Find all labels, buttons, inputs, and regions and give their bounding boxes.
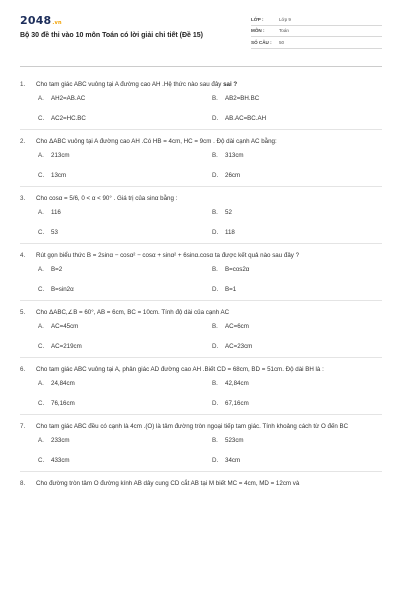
option-c[interactable]: [38, 286, 212, 294]
question-number: 2.: [20, 138, 26, 145]
option-a[interactable]: [38, 380, 212, 388]
option-value: B=1: [225, 286, 237, 293]
option-value: AC=6cm: [225, 323, 249, 330]
option-letter: C.: [38, 229, 45, 236]
option-letter: C.: [38, 115, 45, 122]
option-letter: B.: [212, 152, 218, 159]
option-value: 213cm: [51, 152, 70, 159]
option-letter: A.: [38, 380, 44, 387]
answer-options: [20, 380, 382, 408]
option-value: 42,84cm: [225, 380, 249, 387]
option-value: 52: [225, 209, 232, 216]
option-value: 26cm: [225, 172, 241, 179]
question-6: [20, 365, 382, 415]
option-letter: D.: [212, 400, 219, 407]
option-letter: A.: [38, 209, 44, 216]
option-letter: C.: [38, 286, 45, 293]
question-text: Cho tam giác ABC vuông tại A, phân giác AD đường cao AH .Biết CD = 68cm, BD = 51cm. Độ dài BH là :: [36, 366, 324, 373]
question-text-main: Cho tam giác ABC vuông tại A đường cao AH .Hệ thức nào sau đây: [36, 81, 222, 88]
option-letter: D.: [212, 229, 219, 236]
option-c[interactable]: [38, 172, 212, 180]
meta-key: MÔN :: [251, 28, 265, 34]
question-text: Cho tam giác ABC đều có cạnh là 4cm .(O) là tâm đường tròn ngoại tiếp tam giác. Tính khoảng cách từ O đến BC: [36, 423, 349, 430]
question-8: [20, 479, 382, 495]
question-stem: [20, 251, 382, 261]
logo-suffix: .vn: [52, 20, 62, 26]
option-letter: D.: [212, 115, 219, 122]
option-d[interactable]: [212, 343, 400, 351]
question-stem: [20, 422, 382, 432]
question-number: 6.: [20, 366, 26, 373]
answer-options: [20, 95, 382, 123]
question-stem: [20, 137, 382, 147]
option-a[interactable]: [38, 323, 212, 331]
question-stem: [20, 194, 382, 204]
option-value: AB.AC=BC.AH: [225, 115, 267, 122]
meta-key: SỐ CÂU :: [251, 39, 272, 45]
option-d[interactable]: [212, 115, 400, 123]
question-2: [20, 137, 382, 187]
option-a[interactable]: [38, 152, 212, 160]
option-value: AH2=AB.AC: [51, 95, 86, 102]
meta-row-count: [251, 37, 382, 49]
option-value: B=cos2α: [225, 266, 250, 273]
question-4: [20, 251, 382, 301]
option-d[interactable]: [212, 229, 400, 237]
option-letter: A.: [38, 323, 44, 330]
option-letter: A.: [38, 152, 44, 159]
option-value: AC2=HC.BC: [51, 115, 86, 122]
option-letter: D.: [212, 172, 219, 179]
option-d[interactable]: [212, 286, 400, 294]
option-value: 233cm: [51, 437, 70, 444]
option-value: 13cm: [51, 172, 67, 179]
option-value: 523cm: [225, 437, 244, 444]
option-value: 34cm: [225, 457, 241, 464]
question-number: 4.: [20, 252, 26, 259]
question-1: [20, 80, 382, 130]
meta-key: LỚP :: [251, 16, 264, 22]
option-a[interactable]: [38, 209, 212, 217]
meta-value: 50: [279, 39, 285, 45]
question-3: [20, 194, 382, 244]
question-text: [36, 80, 382, 90]
option-b[interactable]: [212, 152, 400, 160]
document-meta: [251, 14, 382, 49]
answer-options: [20, 209, 382, 237]
option-value: 118: [225, 229, 235, 236]
option-value: 67,16cm: [225, 400, 249, 407]
option-letter: C.: [38, 343, 45, 350]
header-divider: [20, 66, 382, 67]
option-value: 24,84cm: [51, 380, 75, 387]
option-letter: B.: [212, 380, 218, 387]
option-letter: A.: [38, 95, 44, 102]
question-number: 5.: [20, 309, 26, 316]
option-c[interactable]: [38, 229, 212, 237]
option-b[interactable]: [212, 95, 400, 103]
option-a[interactable]: [38, 95, 212, 103]
option-letter: C.: [38, 400, 45, 407]
option-letter: B.: [212, 323, 218, 330]
option-letter: D.: [212, 286, 219, 293]
option-d[interactable]: [212, 400, 400, 408]
question-5: [20, 308, 382, 358]
option-letter: A.: [38, 437, 44, 444]
option-value: AC=23cm: [225, 343, 253, 350]
option-c[interactable]: [38, 115, 212, 123]
option-a[interactable]: [38, 437, 212, 445]
answer-options: [20, 437, 382, 465]
option-b[interactable]: [212, 209, 400, 217]
option-letter: B.: [212, 209, 218, 216]
option-value: 76,16cm: [51, 400, 75, 407]
meta-row-subject: [251, 26, 382, 38]
option-letter: B.: [212, 95, 218, 102]
option-d[interactable]: [212, 172, 400, 180]
answer-options: [20, 266, 382, 294]
option-letter: C.: [38, 457, 45, 464]
option-value: AB2=BH.BC: [225, 95, 260, 102]
logo-main: 2048: [20, 14, 52, 27]
question-number: 3.: [20, 195, 26, 202]
question-list: [20, 80, 382, 502]
option-c[interactable]: [38, 400, 212, 408]
option-value: 53: [51, 229, 58, 236]
option-letter: B.: [212, 437, 218, 444]
question-emphasis: sai ?: [223, 81, 238, 88]
option-d[interactable]: [212, 457, 400, 465]
option-value: 116: [51, 209, 61, 216]
meta-row-class: [251, 14, 382, 26]
question-number: 1.: [20, 81, 26, 88]
question-stem: [20, 479, 382, 489]
option-letter: D.: [212, 343, 219, 350]
option-b[interactable]: [212, 323, 400, 331]
question-stem: [20, 80, 382, 90]
option-b[interactable]: [212, 380, 400, 388]
question-text: Rút gọn biểu thức B = 2sinα − cosα² − cosα + sinα² + 6sinα.cosα ta được kết quả nào sau đây ?: [36, 252, 300, 259]
question-text: Cho đường tròn tâm O đường kính AB dây cung CD cắt AB tại M biết MC = 4cm, MD = 12cm và: [36, 480, 300, 487]
question-number: 8.: [20, 480, 26, 487]
question-text: Cho cosα = 5/6, 0 < α < 90° . Giá trị của sinα bằng :: [36, 195, 178, 202]
question-stem: [20, 365, 382, 375]
meta-value: Lớp 9: [279, 16, 291, 22]
option-letter: D.: [212, 457, 219, 464]
site-logo[interactable]: [20, 14, 62, 27]
answer-options: [20, 152, 382, 180]
option-value: B=sin2α: [51, 286, 74, 293]
option-c[interactable]: [38, 457, 212, 465]
option-b[interactable]: [212, 437, 400, 445]
option-letter: B.: [212, 266, 218, 273]
option-value: 313cm: [225, 152, 244, 159]
option-b[interactable]: [212, 266, 400, 274]
option-value: AC=45cm: [51, 323, 79, 330]
option-c[interactable]: [38, 343, 212, 351]
document-title: Bộ 30 đề thi vào 10 môn Toán có lời giải chi tiết (Đề 15): [20, 32, 203, 39]
question-number: 7.: [20, 423, 26, 430]
question-text: Cho ΔABC vuông tại A đường cao AH .Có HB = 4cm, HC = 9cm . Độ dài cạnh AC bằng:: [36, 138, 277, 145]
question-7: [20, 422, 382, 472]
answer-options: [20, 323, 382, 351]
question-text: Cho ΔABC,∠B = 60°, AB = 6cm, BC = 10cm. Tính độ dài của cạnh AC: [36, 309, 230, 316]
document-header: [20, 14, 382, 58]
option-value: 433cm: [51, 457, 70, 464]
question-stem: [20, 308, 382, 318]
meta-value: Toán: [279, 28, 289, 34]
option-letter: C.: [38, 172, 45, 179]
option-value: B=2: [51, 266, 63, 273]
option-value: AC=219cm: [51, 343, 82, 350]
option-letter: A.: [38, 266, 44, 273]
option-a[interactable]: [38, 266, 212, 274]
